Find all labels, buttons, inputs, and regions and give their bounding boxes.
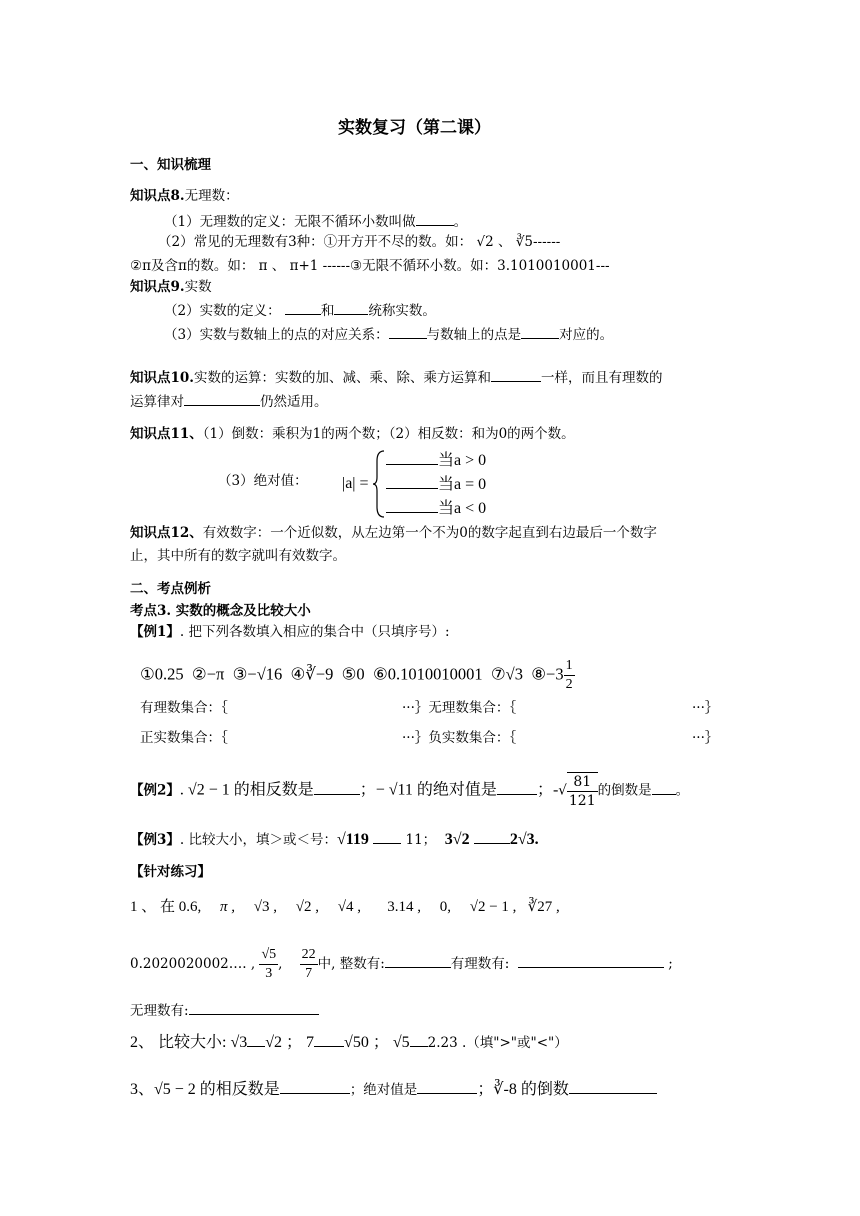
p2-blank-2[interactable] (314, 1032, 344, 1047)
section-heading-1: 一、知识梳理 (130, 157, 211, 173)
ex2-part-c: ；- (536, 781, 559, 799)
ex1-set-row-2b (402, 728, 516, 748)
k9-line2-a: （3）实数与数轴上的点的对应关系： (164, 327, 389, 343)
k8-dash: ------ (532, 234, 561, 250)
p3-part-a: 3、√5 − 2 的相反数是 (130, 1081, 280, 1098)
p1-item-7: 0, (439, 899, 451, 915)
p2-line (130, 1032, 568, 1053)
k12-line1-text: 有效数字：一个近似数，从左边第一个不为0的数字起直到右边最后一个数字 (202, 525, 657, 541)
ex1-text: . 把下列各数填入相应的集合中（只填序号）: (179, 624, 450, 640)
p1-frac-1-num: √5 (259, 946, 278, 965)
k8-heading (130, 186, 239, 206)
p1-item-6: 3.14 , (387, 899, 421, 915)
p1-item-8: √2 − 1 , (469, 899, 517, 915)
ex2-blank-3[interactable] (652, 780, 676, 795)
k11-blank-3[interactable] (386, 498, 438, 513)
k11-blank-2[interactable] (386, 474, 438, 489)
k9-line2 (164, 324, 613, 345)
rational-set-label: 有理数集合：｛ (140, 700, 228, 716)
p2-part-d: 2.23 .（填">"或"<"） (427, 1035, 568, 1051)
k10-line1-a: 实数的运算：实数的加、减、乘、除、乘方运算和 (194, 370, 491, 386)
negative-set-label: ···｝负实数集合：｛ (402, 730, 517, 746)
ex2-blank-2[interactable] (497, 780, 537, 795)
k11-line2: （3）绝对值： (218, 473, 308, 489)
ex1-item-5: ⑤0 (341, 664, 365, 684)
k9-label: 知识点9. (130, 279, 185, 295)
page-title: 实数复习（第二课） (338, 118, 491, 138)
ex3-line (130, 829, 539, 850)
p1-frac-1-den: 3 (265, 966, 273, 981)
p1-item-5: √4 , (337, 899, 361, 915)
p3-blank-2[interactable] (417, 1079, 477, 1094)
k8-blank[interactable] (416, 211, 454, 226)
k10-line2-b: 仍然适用。 (260, 394, 328, 410)
ex1-set-row-2c (692, 728, 718, 748)
ex2-part-a: . √2 − 1 的相反数是 (179, 781, 314, 799)
p1-irrationals-label: 无理数有: (130, 1003, 189, 1019)
p1-integers-label: 中, 整数有: (317, 956, 385, 972)
p3-line (130, 1079, 657, 1100)
p3-part-c: ；∛-8 的倒数 (477, 1081, 569, 1098)
k11-case-2 (386, 474, 486, 495)
p3-part-b: ；绝对值是 (349, 1082, 418, 1098)
k10-line2 (130, 391, 328, 412)
ex1-item-2: ②−π (191, 664, 225, 684)
p1-semicolon: ; (668, 956, 673, 972)
ex3-blank-1[interactable] (373, 829, 401, 844)
p1-blank-integers[interactable] (385, 953, 451, 968)
p1-frac-2-num: 22 (300, 946, 318, 965)
ex3-blank-2[interactable] (474, 829, 510, 844)
ex3-3sqrt2: 3√2 (444, 831, 470, 848)
p2-part-c: √50 ； √5 (344, 1034, 410, 1051)
k8-text: 无理数： (184, 188, 239, 204)
k11-case-3-text: 当a < 0 (438, 500, 487, 517)
ex1-item-7: ⑦√3 (490, 664, 523, 684)
p1-blank-irrationals[interactable] (189, 1000, 319, 1015)
positive-set-label: 正实数集合：｛ (140, 730, 228, 746)
ex3-2sqrt3: 2√3 (509, 831, 535, 848)
ex1-frac-den: 2 (565, 677, 573, 692)
k8-line1-text: （1）无理数的定义：无限不循环小数叫做 (164, 214, 416, 230)
ex3-label: 【例3】 (130, 832, 180, 848)
k8-line2 (158, 232, 560, 252)
ex1-fraction (564, 657, 575, 694)
k9-text: 实数 (184, 279, 212, 295)
ex2-frac-den: 121 (568, 793, 596, 809)
p1-item-2: π , (220, 899, 236, 915)
ex2-part-d: 的倒数是 (597, 782, 652, 799)
k10-line1-b: 一样，而且有理数的 (541, 370, 663, 386)
k11-case-2-text: 当a = 0 (438, 476, 487, 493)
ex1-set-row-1b (402, 698, 516, 718)
k10-blank-1[interactable] (491, 367, 541, 382)
k12-line2: 止，其中所有的数字就叫有效数字。 (130, 548, 346, 564)
k12-line1 (130, 523, 657, 543)
ex1-set-row-1 (140, 698, 228, 718)
k9-heading (130, 277, 212, 297)
p2-blank-1[interactable] (247, 1032, 265, 1047)
k10-line1 (130, 367, 663, 388)
k11-line1 (130, 424, 575, 444)
k9-blank-2[interactable] (334, 300, 368, 315)
ex2-fraction (567, 772, 598, 810)
p1-blank-rationals[interactable] (518, 953, 664, 968)
p1-frac-2 (300, 946, 318, 983)
k11-line1-text: （1）倒数：乘积为1的两个数；（2）相反数：和为0的两个数。 (202, 426, 575, 442)
ex3-sqrt119: √119 (337, 831, 369, 848)
k11-case-1-text: 当a > 0 (438, 452, 487, 469)
k9-line2-b: 与数轴上的点是 (426, 327, 522, 343)
k9-line1-a: （2）实数的定义： (164, 303, 281, 319)
p1-item-3: √3 , (253, 899, 278, 915)
ex1-item-6: ⑥0.1010010001 (372, 664, 483, 684)
k11-case-1 (386, 450, 486, 471)
k9-line2-c: 对应的。 (559, 327, 614, 343)
ex3-end: . (534, 831, 539, 848)
p1-frac-1 (259, 946, 278, 983)
k11-abs: |a| = (342, 475, 369, 492)
ex2-frac-num: 81 (567, 773, 598, 792)
p1-item-4: √2 , (295, 899, 319, 915)
k8-line1 (164, 211, 467, 232)
p1-item-9: ∛27 , (527, 899, 560, 915)
p1-line3 (130, 1000, 319, 1021)
irrational-set-label: ···｝无理数集合：｛ (402, 700, 517, 716)
ex3-part-a: . 比较大小，填＞或＜号： (179, 832, 337, 848)
k9-line1-b: 和 (320, 303, 335, 319)
p1-line1 (130, 897, 560, 917)
ex3-part-b: 11； (405, 832, 437, 848)
k11-brace (372, 449, 386, 519)
p3-blank-1[interactable] (280, 1079, 350, 1094)
ex2-blank-1[interactable] (314, 780, 360, 795)
k10-line2-a: 运算律对 (130, 394, 184, 410)
ex2-part-e: 。 (675, 782, 690, 799)
ex1-item-8: ⑧−3 (531, 664, 564, 684)
ex1-label: 【例1】 (130, 624, 180, 640)
k8-line3: ②π及含π的数。如： π 、 π+1 ------③无限不循环小数。如：3.1010010001--- (130, 258, 610, 274)
p1-frac-2-den: 7 (305, 966, 313, 981)
k9-blank-3[interactable] (389, 324, 427, 339)
ex1-items (140, 657, 575, 694)
k9-line1-c: 统称实数。 (368, 303, 436, 319)
ex1-frac-num: 1 (564, 657, 575, 676)
k10-label: 知识点10. (130, 370, 194, 386)
k8-label: 知识点8. (130, 188, 185, 204)
ex1-item-1: ①0.25 (140, 664, 184, 684)
k11-case-3 (386, 498, 486, 519)
k11-blank-1[interactable] (386, 450, 438, 465)
ex1-heading (130, 622, 450, 642)
p1-item-1: 1 、 在 0.6, (130, 899, 202, 915)
k8-sqrt2: √2 (476, 234, 494, 250)
ex2-part-b: ；− √11 的绝对值是 (359, 781, 497, 799)
ex1-set-row-2 (140, 728, 228, 748)
ex1-item-3: ③−√16 (232, 664, 283, 684)
p1-item-10: 0.2020020002…. , (130, 956, 256, 972)
ex1-item-4: ④∛−9 (290, 664, 334, 684)
p1-line2: 0.2020020002…. , $\frac{√5}{3}$ , $\frac{22}{7}$ 中, 整数有: 有理数有: ; (130, 947, 673, 981)
k9-line1 (164, 300, 436, 321)
ex1-set-row-1c (692, 698, 718, 718)
p2-part-a: 2、 比较大小: √3 (130, 1034, 248, 1051)
ex2-label: 【例2】 (130, 782, 180, 799)
k8-cbrt5: ∛5 (515, 234, 533, 250)
section-heading-2: 二、考点例析 (130, 581, 211, 597)
p2-blank-3[interactable] (410, 1032, 428, 1047)
k11-label: 知识点11、 (130, 426, 203, 442)
k9-blank-4[interactable] (521, 324, 559, 339)
point3-heading: 考点3. 实数的概念及比较大小 (130, 603, 311, 619)
practice-heading: 【针对练习】 (130, 864, 211, 880)
k9-blank-1[interactable] (285, 300, 321, 315)
p3-blank-3[interactable] (569, 1079, 657, 1094)
k12-label: 知识点12、 (130, 525, 203, 541)
k8-line2-text: （2）常见的无理数有3种：①开方开不尽的数。如： (158, 234, 473, 250)
ex2-line: 【例2】. √2 − 1 的相反数是 ；− √11 的绝对值是 ；-√ $\frac{81}{121}$ 的倒数是 。 (130, 774, 690, 809)
k8-line1-end: 。 (453, 214, 468, 230)
k10-blank-2[interactable] (184, 391, 260, 406)
negative-set-end: ···｝ (692, 730, 719, 746)
p2-part-b: √2 ； 7 (265, 1034, 315, 1051)
k8-sep: 、 (497, 234, 512, 250)
irrational-set-end: ···｝ (692, 700, 719, 716)
p1-rationals-label: 有理数有: (450, 956, 510, 972)
